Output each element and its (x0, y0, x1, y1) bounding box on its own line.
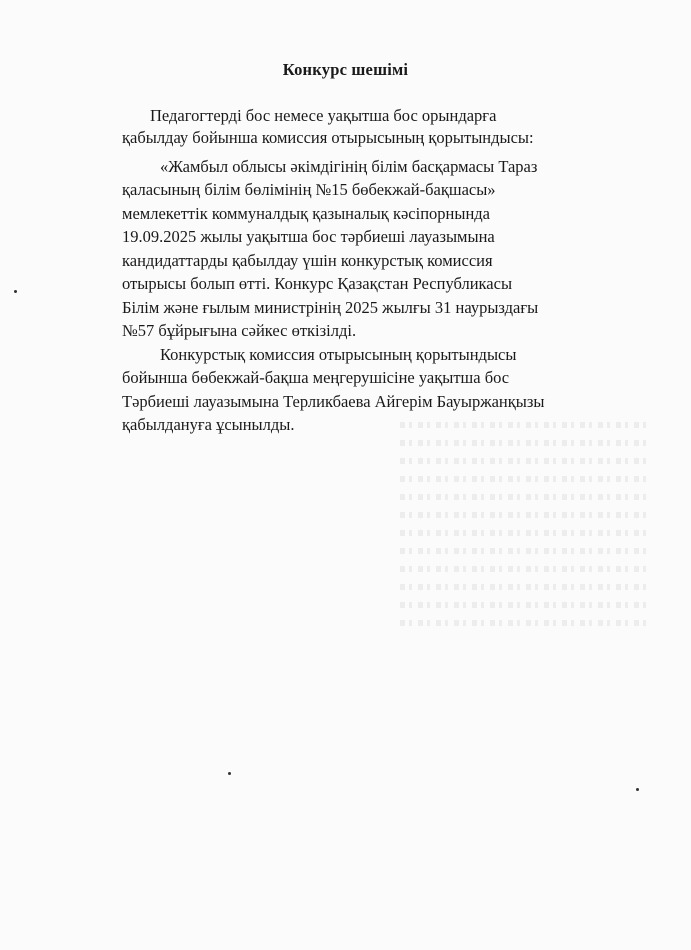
paragraph-line: «Жамбыл облысы әкімдігінің білім басқармасы Тараз (160, 157, 538, 176)
paragraph-line: қабылдануға ұсынылды. (122, 415, 295, 434)
paragraph-line: кандидаттарды қабылдау үшін конкурстық комиссия (122, 251, 493, 270)
paragraph-line: мемлекеттік коммуналдық қазыналық кәсіпорнында (122, 204, 490, 223)
paragraph-line: №57 бұйрығына сәйкес өткізілді. (122, 321, 357, 340)
show-through-artifact (400, 410, 650, 660)
paragraph-line: 19.09.2025 жылы уақытша бос тәрбиеші лауазымына (122, 227, 495, 246)
document-title: Конкурс шешімі (282, 60, 409, 79)
paragraph-line: қабылдау бойынша комиссия отырысының қорытындысы: (122, 128, 534, 147)
paragraph-line: бойынша бөбекжай-бақша меңгерушісіне уақытша бос (122, 368, 510, 387)
paragraph-line: Педагогтерді бос немесе уақытша бос орындарға (150, 106, 497, 125)
scan-speck (228, 772, 231, 775)
paragraph-line: Конкурстық комиссия отырысының қорытындысы (160, 345, 517, 364)
scan-speck (14, 290, 17, 293)
scan-speck (636, 788, 639, 791)
paragraph-line: қаласының білім бөлімінің №15 бөбекжай-бақшасы» (122, 180, 496, 199)
paragraph-line: Тәрбиеші лауазымына Терликбаева Айгерім Бауыржанқызы (122, 392, 545, 411)
paragraph-line: Білім және ғылым министрінің 2025 жылғы 31 наурыздағы (122, 298, 539, 317)
paragraph-line: отырысы болып өтті. Конкурс Қазақстан Республикасы (122, 274, 513, 293)
